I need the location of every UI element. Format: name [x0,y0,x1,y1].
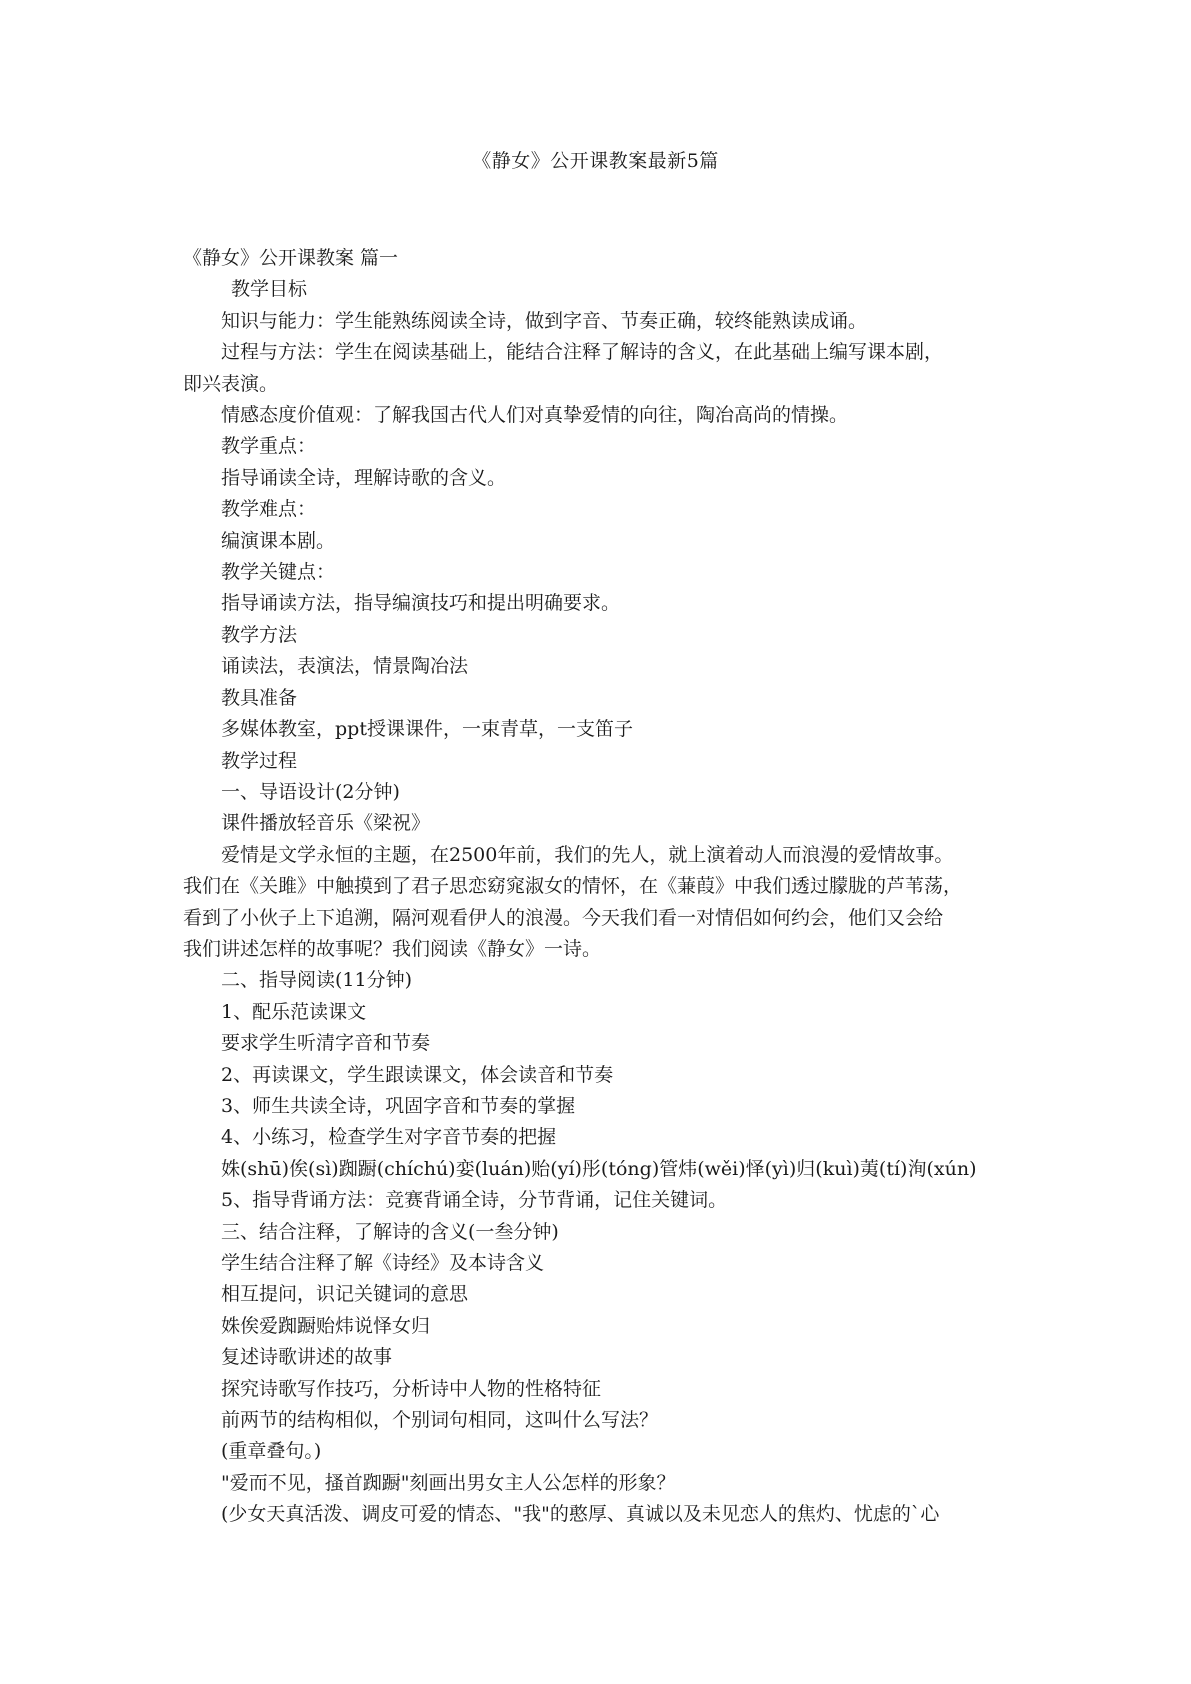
document-body [183,243,1028,1531]
teaching-goals-heading: 教学目标 [231,278,308,301]
section-heading: 《静女》公开课教案 篇一 [183,247,399,269]
pinyin-exercise-line: 姝(shū)俟(sì)踟蹰(chíchú)娈(luán)贻(yí)彤(tóng)管炜(wěi)怿(yì)归(kuì)荑(tí)洵(xún) [221,1157,977,1180]
critical: 指导诵读方法，指导编演技巧和提出明确要求。 [221,592,621,615]
step-3-heading: 三、结合注释，了解诗的含义(一叁分钟) [221,1220,559,1243]
step-3-answer-2: (少女天真活泼、调皮可爱的情态、"我"的憨厚、真诚以及未见恋人的焦灼、忧虑的`心 [221,1503,940,1526]
goal-process-line-2: 即兴表演。 [183,372,279,395]
difficulty: 编演课本剧。 [221,529,336,552]
step-1-heading: 一、导语设计(2分钟) [221,780,400,803]
reading-step-5: 5、指导背诵方法：竞赛背诵全诗，分节背诵，记住关键词。 [221,1189,728,1212]
step-2-heading: 二、指导阅读(11分钟) [221,969,413,992]
step-3-item-b: 相互提问，识记关键词的意思 [221,1283,469,1306]
intro-paragraph-line-4: 我们讲述怎样的故事呢？我们阅读《静女》一诗。 [183,937,602,960]
goal-emotion: 情感态度价值观：了解我国古代人们对真挚爱情的向往，陶冶高尚的情操。 [221,404,849,427]
key-point: 指导诵读全诗，理解诗歌的含义。 [221,466,507,489]
method-label: 教学方法 [221,623,298,646]
step-3-item-c: 复述诗歌讲述的故事 [221,1346,393,1369]
reading-step-1-requirement: 要求学生听清字音和节奏 [221,1032,431,1055]
step-3-item-a: 学生结合注释了解《诗经》及本诗含义 [221,1252,545,1274]
intro-paragraph-line-2: 我们在《关雎》中触摸到了君子思恋窈窕淑女的情怀，在《蒹葭》中我们透过朦胧的芦苇荡， [183,875,963,898]
difficulty-label: 教学难点： [221,498,317,521]
method: 诵读法，表演法，情景陶冶法 [221,655,469,678]
tools-label: 教具准备 [221,686,298,709]
step-3-question-2: "爱而不见，搔首踟蹰"刻画出男女主人公怎样的形象？ [221,1471,676,1494]
step-1-music: 课件播放轻音乐《梁祝》 [221,812,431,835]
document-title: 《静女》公开课教案最新5篇 [472,150,719,172]
reading-step-3: 3、师生共读全诗，巩固字音和节奏的掌握 [221,1094,576,1117]
key-point-label: 教学重点： [221,435,317,458]
tools: 多媒体教室，ppt授课课件，一束青草，一支笛子 [221,718,633,741]
critical-label: 教学关键点： [221,561,336,584]
reading-step-1: 1、配乐范读课文 [221,1000,367,1023]
step-3-question-1: 前两节的结构相似，个别词句相同，这叫什么写法？ [221,1409,659,1432]
step-3-answer-1: (重章叠句。) [221,1440,322,1463]
reading-step-2: 2、再读课文，学生跟读课文，体会读音和节奏 [221,1063,614,1086]
intro-paragraph-line-3: 看到了小伙子上下追溯，隔河观看伊人的浪漫。今天我们看一对情侣如何约会，他们又会给 [183,906,944,929]
reading-step-4: 4、小练习，检查学生对字音节奏的把握 [221,1126,557,1149]
intro-paragraph-line-1: 爱情是文学永恒的主题，在2500年前，我们的先人，就上演着动人而浪漫的爱情故事。 [221,843,954,866]
step-3-keywords: 姝俟爱踟蹰贻炜说怿女归 [221,1314,431,1337]
goal-process-line-1: 过程与方法：学生在阅读基础上，能结合注释了解诗的含义，在此基础上编写课本剧， [221,341,944,364]
process-label: 教学过程 [221,749,298,772]
step-3-item-d: 探究诗歌写作技巧，分析诗中人物的性格特征 [221,1377,602,1400]
goal-knowledge: 知识与能力：学生能熟练阅读全诗，做到字音、节奏正确，较终能熟读成诵。 [221,309,868,332]
